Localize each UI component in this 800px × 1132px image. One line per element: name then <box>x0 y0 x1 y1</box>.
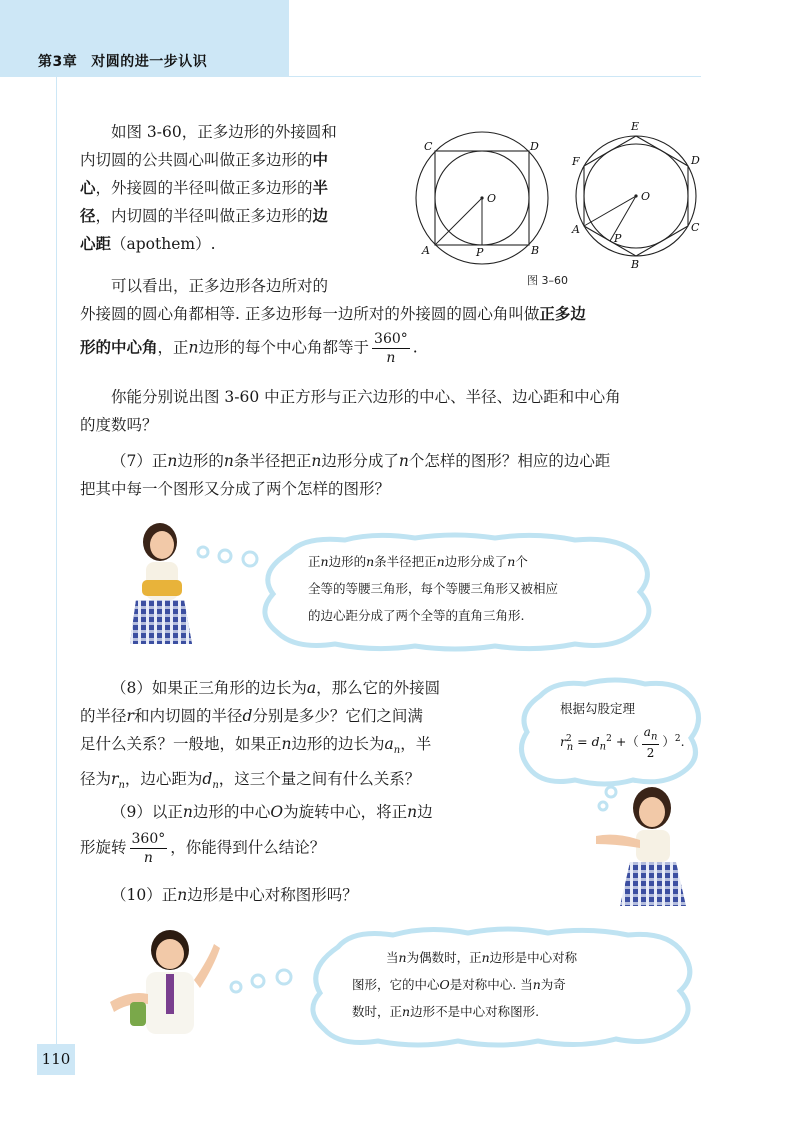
label-square-C: C <box>424 140 433 153</box>
label-hex-D: D <box>691 154 700 167</box>
fraction-360-over-n: $\frac{360^\circ}{n}$ <box>374 331 408 366</box>
chapter-name: 对圆的进一步认识 <box>91 54 208 70</box>
label-square-O: O <box>487 192 497 205</box>
label-hex-E: E <box>631 120 640 133</box>
square-figure <box>416 132 548 264</box>
paragraph-definition: 如图 3-60，正多边形的外接圆和 内切圆的公共圆心叫做正多边形的中 心，外接圆的半径叫做正多边形的半 径，内切圆的半径叫做正多边形的边 心距（apothem）. <box>80 123 337 253</box>
page-number: 110 <box>41 1050 71 1068</box>
label-square-B: B <box>531 244 540 257</box>
question-9: （9）以正n边形的中心O为旋转中心，将正n边 形旋转 $\frac{360^\circ}{n}$ ，你能得到什么结论？ <box>80 803 433 866</box>
paragraph-question-figure: 你能分别说出图 3-60 中正方形与正六边形的中心、半径、边心距和中心角 的度数吗？ <box>80 388 621 434</box>
paragraph-central-angle: 可以看出，正多边形各边所对的 外接圆的圆心角都相等. 正多边形每一边所对的外接圆的圆心角叫做正多边 形的中心角，正n边形的每个中心角都等于 $\frac{360^\circ}{n}$ . <box>80 277 586 366</box>
label-hex-C: C <box>691 221 700 234</box>
label-square-A: A <box>422 244 430 257</box>
label-hex-F: F <box>572 155 580 168</box>
hexagon-figure <box>571 120 700 271</box>
fraction-360-over-n-rotation: $\frac{360^\circ}{n}$ <box>131 831 166 866</box>
question-7: （7）正n边形的n条半径把正n边形分成了n个怎样的图形？相应的边心距 把其中每一个图形又分成了两个怎样的图形？ <box>80 452 611 498</box>
question-10: （10）正n边形是中心对称图形吗？ <box>111 886 358 904</box>
label-hex-A: A <box>572 223 580 236</box>
page-number-box <box>37 1044 75 1075</box>
figure-3-60 <box>410 118 720 273</box>
girl-student-pointing-illustration <box>590 782 700 912</box>
label-square-D: D <box>530 140 539 153</box>
boy-student-illustration <box>100 920 230 1040</box>
margin-rule <box>56 77 57 1044</box>
label-hex-O: O <box>641 190 651 203</box>
header-rule <box>289 76 701 77</box>
chapter-title <box>38 51 207 71</box>
label-hex-P: P <box>614 232 622 245</box>
figure-caption: 图 3–60 <box>527 274 568 287</box>
label-hex-B: B <box>631 258 640 271</box>
bubble-1-text: 正n边形的n条半径把正n边形分成了n个 全等的等腰三角形，每个等腰三角形又被相应 的边心距分成了两个全等的直角三角形. <box>308 554 559 623</box>
chapter-number: 第3章 <box>38 54 78 70</box>
girl-student-illustration <box>122 518 200 648</box>
label-square-P: P <box>476 246 484 259</box>
bubble-2-text: 根据勾股定理 $r^2_n = d_n^2$ +（ $\frac{a_n}{2}$ ）$^2$. <box>560 701 685 761</box>
question-8: （8）如果正三角形的边长为a，那么它的外接圆 的半径r和内切圆的半径d分别是多少？它们之间满 足什么关系？一般地，如果正n边形的边长为$a_n$，半 径为$r_n$，边心距为$d_n$，这三个量之间有什么关系？ <box>80 679 441 792</box>
bubble-3-text: 当n为偶数时，正n边形是中心对称 图形，它的中心O是对称中心. 当n为奇 数时，正n边形不是中心对称图形. <box>352 950 578 1019</box>
